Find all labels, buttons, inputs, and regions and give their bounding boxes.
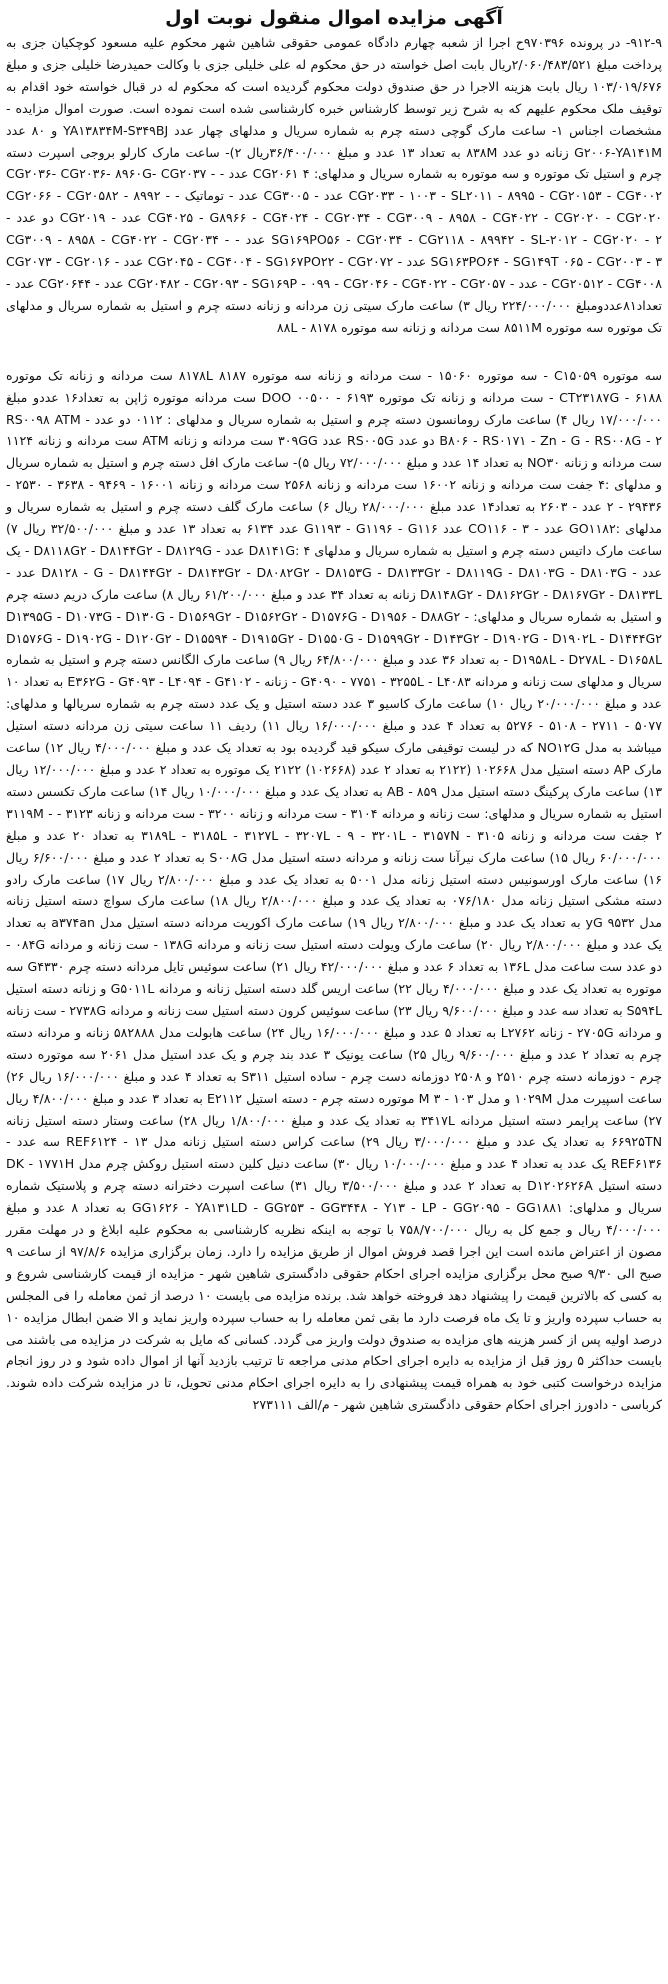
notice-paragraph-1: ۹۱۲-۹- در پرونده ۹۷۰۳۹۶ح اجرا از شعبه چهارم دادگاه عمومی حقوقی شاهین شهر محکوم علیه مسعود کوچکیان جزی به پرداخت مبلغ ۲/۰۶۰/۴۸۳/۵۲۱ریال بابت اصل خواسته در حق محکوم له علی خلیلی جزی با وکالت حمیدرضا خلیلی جزی و مبلغ ۱۰۳/۰۱۹/۶۷۶ ریال بابت هزینه الاجرا در حق صندوق دولت محکوم گردیده است که محکوم له در قبال خواسته خود اقدام به توقیف ملک محکوم علیهم که به شرح زیر توسط کارشناس خبره کارشناسی شده است نموده است. صورت اموال مزایده - مشخصات اجناس ۱- ساعت مارک گوچی دسته چرم به شماره سریال و مدلهای چهار عدد YA۱۳۸۳۴M-S۳۴۹BJ و ۸۰ عدد G۲۰۰۶-YA۱۴۱M زنانه دو عدد ۸۳۸M به تعداد ۱۳ عدد و مبلغ ۳۶/۴۰۰/۰۰۰ریال ۲)- ساعت مارک کارلو بروجی اسپرت دسته چرم و استیل تک موتوره و سه موتوره به شماره سریال و مدلهای: CG۲۰۶۱ ۴ عدد - CG۲۰۳۶- CG۲۰۳۶- ۸۹۶۰G- CG۲۰۳۷ - CG۲۰۳۳ - ۱۰۰۳ - SL۲۰۱۱ - ۸۹۹۵ - CG۲۰۱۵۳ - CG۴۰۰۲ عدد - CG۳۰۰۵ عدد - توماتیک - CG۲۰۶۶ - CG۲۰۵۸۲ - ۸۹۹۲ - CG۴۰۲۵ - G۸۹۶۶ - CG۴۰۲۴ - CG۲۰۳۴ - CG۳۰۰۹ - ۸۹۵۸ - CG۴۰۲۲ - CG۲۰۲۰ - CG۲۰۲۰ عدد - CG۲۰۱۹ دو عدد - SG۱۶۹PO۵۶ - CG۲۰۳۴ - CG۲۱۱۸ - ۸۹۹۴۲ - SL-۲۰۱۲ - CG۲۰۲۰ - ۲ عدد - CG۳۰۰۹ - ۸۹۵۸ - CG۴۰۲۲ - CG۲۰۳۴ - SG۱۶۳PO۶۴ - SG۱۴۹T ۰۶۵ - CG۲۰۰۳ - ۳ عدد - CG۲۰۴۵ - CG۴۰۰۴ - SG۱۶۷PO۲۲ - CG۲۰۷۲ عدد - CG۲۰۷۳ - CG۲۰۱۶ - CG۲۰۵۱۲ - CG۴۰۰۸ عدد - CG۲۰۴۸۲ - CG۲۰۹۳ - SG۱۶۹P - ۰۹۹ - CG۲۰۴۶ - CG۴۰۲۲ - CG۲۰۵۷ عدد - CG۲۰۶۴۴ عدد - تعداد۸۱عددومبلغ ۲۲۴/۰۰۰/۰۰۰ ریال ۳) ساعت مارک سیتی زن مردانه و زنانه دسته چرم و استیل به شماره سریال و مدلهای تک موتوره سه موتوره ۸۵۱۱M ست مردانه و زنانه سه موتوره ۸۱۷۸ - ۸۸L	[6, 35, 663, 335]
column-gap	[6, 339, 662, 365]
notice-paragraph-2: سه موتوره C۱۵۰۵۹ - سه موتوره ۱۵۰۶۰ - ست مردانه و زنانه سه موتوره ۸۱۷۸L ۸۱۸۷ ست مردانه و زنانه تک موتوره CT۲۳۱۸۷G - ۶۱۸۸ - ست مردانه و زنانه تک موتوره DOO ۰۰۵۰۰ - ۶۱۹۳ ست مردانه موتوره ژاپن به تعداد۱۶ عددو مبلغ ۱۷/۰۰۰/۰۰۰ ریال ۴) ساعت مارک رومانسون دسته چرم و استیل به شماره سریال و مدلهای : ۰۱۱۲ دو عدد RS۰۰۹۸ ATM - B۸۰۶ - RS۰۱۷۱ - Zn - G - RS۰۰۸G - ۲ دو عدد RS۰۰۵G عدد ۳۰۹GG ست مردانه و زنانه ATM ست مردانه و زنانه ۱۱۲۴ ست مردانه و زنانه NO۳۰ به تعداد ۱۴ عدد و مبلغ ۷۲/۰۰۰/۰۰۰ ریال ۵)- ساعت مارک افل دسته چرم و استیل به شماره سریال و مدلهای :۴ جفت ست مردانه و زنانه ۱۶۰۰۲ ست مردانه و زنانه ۲۵۶۸ ست مردانه و زنانه ۱۶۰۰۱ - ۹۴۶۹ - ۳۶۳۸ - ۲۵۳۰ - ۲۹۴۳۶ - ۲ عدد - ۲۶۰۳ به تعداد۱۴ عدد مبلغ ۲۸/۰۰۰/۰۰۰ ریال ۶) ساعت مارک گلف دسته چرم و استیل به شماره سریال و مدلهای :GO۱۱۸۲ عدد - CO۱۱۶ - ۳ عدد G۱۱۹۳ - G۱۱۹۶ - G۱۱۶ عدد ۶۱۳۴ به تعداد ۱۳ عدد و مبلغ ۳۲/۵۰۰/۰۰۰ ریال ۷) ساعت مارک داتیس دسته چرم و استیل به شماره سریال و مدلهای D۸۱۴۱G: ۴ عدد - D۸۱۱۸G۲ - D۸۱۴۴G۲ - D۸۱۲۹G - یک عدد - D۸۱۲۸ - G - D۸۱۴۴G۲ - D۸۱۴۳G۲ - D۸۰۸۲G۲ - D۸۱۵۳G - D۸۱۳۳G۲ - D۸۱۱۹G - D۸۱۰۳G - D۸۱۰۳G عدد - D۸۱۴۸G۲ - D۸۱۶۲G۲ - D۸۱۶۷G۲ - D۸۱۳۳L زنانه به تعداد ۳۴ عدد و مبلغ ۶۱/۲۰۰/۰۰۰ ریال ۸) ساعت مارک دریم دسته چرم و استیل به شماره سریال و مدلهای: D۱۳۹۵G - D۱۰۷۳G - D۱۳۰G - D۱۵۶۹G۲ - D۱۵۶۲G۲ - D۱۵۷۶G - D۱۹۵۶ - D۸۸G۲ - D۱۵۷۶G - D۱۹۰۲G - D۱۲۰G۲ - D۱۵۵۹۴ - D۱۹۱۵G۲ - D۱۵۵۰G - D۱۵۹۹G۲ - D۱۴۳G۲ - D۱۹۰۲G - D۱۹۰۲L - D۱۴۴۴G۲ - D۱۹۵۸L - D۲۷۸L - D۱۶۵۸L به تعداد ۳۶ عدد و مبلغ ۶۴/۸۰۰/۰۰۰ ریال ۹) ساعت مارک الگانس دسته چرم و استیل به شماره سریال و مدلهای ست زنانه و مردانه G۴۰۹۰ - ۷۷۵۱ - ۳۲۵۵L - L۴۰۸۳ - زنانه - E۳۶۲G - G۴۰۹۳ - L۴۰۹۴ - G۴۱۰۲ به تعداد ۱۰ عدد و مبلغ ۲۰/۰۰۰/۰۰۰ ریال ۱۰) ساعت مارک کاسیو ۳ عدد دسته استیل و یک عدد دسته چرم به شماره سریالها و مدلهای: ۵۰۷۷ - ۲۷۱۱ - ۵۱۰۸ - ۵۲۷۶ به تعداد ۴ عدد و مبلغ ۱۶/۰۰۰/۰۰۰ ریال ۱۱) ردیف ۱۱ ساعت سیتی زن مردانه دسته استیل میباشد به مدل NO۱۲G که در لیست توقیفی مارک سیکو قید گردیده بود به تعداد یک عدد و مبلغ ۴/۰۰۰/۰۰۰ ریال ۱۲) ساعت مارک AP دسته استیل مدل ۱۰۲۶۶۸ (۲۱۲۲ به تعداد ۲ عدد (۱۰۲۶۶۸) ۲۱۲۲ یک موتوره به تعداد ۲ عدد و مبلغ ۱۲/۰۰۰/۰۰۰ ریال ۱۳) ساعت مارک پرکینگ دسته استیل مدل AB - ۸۵۹ به تعداد یک عدد و مبلغ ۱۰/۰۰۰/۰۰۰ ریال ۱۴) ساعت مارک تکسس دسته استیل به شماره سریال و مدلهای: ست زنانه و مردانه ۳۱۰۴ - ست مردانه و زنانه ۳۲۰۰ - ست مردانه و زنانه ۳۱۲۳ - ۳۱۱۹M - ۲ جفت ست مردانه و زنانه ۳۱۰۵ - ۳۱۸۹L - ۳۱۸۵L - ۳۱۲۷L - ۳۲۰۷L - ۹ - ۳۲۰۱L - ۳۱۵۷N به تعداد ۲۰ عدد و مبلغ ۶۰/۰۰۰/۰۰۰ ریال ۱۵) ساعت مارک نیرآنا ست زنانه و مردانه دسته استیل مدل S۰۰۸G به تعداد ۲ عدد و مبلغ ۶/۶۰۰/۰۰۰ ریال ۱۶) ساعت مارک اورسونیس دسته استیل زنانه مدل ۵۰۰۱ به تعداد یک عدد و مبلغ ۲/۸۰۰/۰۰۰ ریال ۱۷) ساعت مارک رادو دسته مشکی استیل زنانه مدل ۰۷۶/۱۸۰ به تعداد یک عدد و مبلغ ۲/۸۰۰/۰۰۰ ریال ۱۸) ساعت مارک سواچ دسته استیل زنانه مدل ۹۵۳۲ yG به تعداد یک عدد و مبلغ ۲/۸۰۰/۰۰۰ ریال ۱۹) ساعت مارک اکوریت مردانه دسته استیل مدل a۳۷۴an به تعداد یک عدد و مبلغ ۲/۸۰۰/۰۰۰ ریال ۲۰) ساعت مارک ویولت دسته استیل ست زنانه و مردانه ۱۳۸G - ست زنانه و مردانه ۰۸۴G - دو عدد ست ساعت مدل ۱۳۶L به تعداد ۶ عدد و مبلغ ۴۲/۰۰۰/۰۰۰ ریال ۲۱) ساعت سوئیس تایل مردانه دسته چرم G۴۳۳۰ سه موتوره به تعداد یک عدد و مبلغ ۴/۰۰۰/۰۰۰ ریال ۲۲) ساعت اریس گلد دسته استیل زنانه و مردانه G۵۰۱۱L و زنانه دسته استیل S۵۹۴L به تعداد سه عدد و مبلغ ۹/۶۰۰/۰۰۰ ریال ۲۳) ساعت سوئیس کرون دسته استیل ست زنانه و مردانه ۲۷۳۸G - ست زنانه و مردانه ۲۷۰۵G - زنانه L۲۷۶۲ به تعداد ۵ عدد و مبلغ ۱۶/۰۰۰/۰۰۰ ریال ۲۴) ساعت هابولت مدل ۵۸۲۸۸۸ زنانه و مردانه دسته چرم به تعداد ۲ عدد و مبلغ ۹/۶۰۰/۰۰۰ ریال ۲۵) ساعت یونیک ۳ عدد بند چرم و یک عدد استیل مدل ۲۰۶۱ سه موتوره دسته چرم - دوزمانه دسته چرم ۲۵۱۰ و ۲۵۰۸ دوزمانه دست چرم - ساده استیل S۳۱۱ به تعداد ۴ عدد و مبلغ ۱۶/۰۰۰/۰۰۰ ریال ۲۶) ساعت اسپیرت مدل ۱۰۲۹M و مدل ۱۰۳ - M ۳ موتوره دسته چرم - دسته استیل E۲۱۱۲ به تعداد ۳ عدد و مبلغ ۴/۸۰۰/۰۰۰ ریال ۲۷) ساعت پرایمر دسته استیل مردانه ۳۴۱۷L به تعداد یک عدد و مبلغ ۱/۸۰۰/۰۰۰ ریال ۲۸) ساعت وستار دسته استیل زنانه ۶۶۹۲۵TN به تعداد یک عدد و مبلغ ۳/۰۰۰/۰۰۰ ریال ۲۹) ساعت کراس دسته استیل زنانه مدل REF۶۱۲۴ - ۱۳ سه عدد - REF۶۱۳۶ یک عدد به تعداد ۴ عدد و مبلغ ۱۰/۰۰۰/۰۰۰ ریال ۳۰) ساعت دنیل کلین دسته استیل روکش چرم مدل DK - ۱۷۷۱H دسته استیل D۱۲۰۲۶۲۶A به تعداد ۲ عدد و مبلغ ۳/۵۰۰/۰۰۰ ریال ۳۱) ساعت اسپرت دخترانه دسته چرم و پلاستیک شماره سریال و مدلهای: GG۱۶۲۶ - YA۱۳۱LD - GG۲۵۳ - GG۳۴۴۸ - Y۱۳ - LP - GG۲۰۹۵ - GG۱۸۸۱ به تعداد ۸ عدد و مبلغ ۴/۰۰۰/۰۰۰ ریال و جمع کل به ریال ۷۵۸/۷۰۰/۰۰۰ با توجه به اینکه نظریه کارشناسی به محکوم علیه ابلاغ و در مهلت مقرر مصون از اعتراض مانده است این اجرا قصد فروش اموال از طریق مزایده را دارد. زمان برگزاری مزایده ۹۷/۸/۶ از ساعت ۹ صبح الی ۹/۳۰ صبح محل برگزاری مزایده اجرای احکام حقوقی دادگستری شاهین شهر - مزایده از قیمت کارشناسی شروع و به کسی که بالاترین قیمت را پیشنهاد دهد فروخته خواهد شد. برنده مزایده می بایست ۱۰ درصد از ثمن معامله را فی المجلس به حساب سپرده واریز و تا یک ماه فرصت دارد ما بقی ثمن معامله را به حساب سپرده واریز نماید و الا ضمن ابطال مزایده ۱۰ درصد اولیه پس از کسر هزینه های مزایده به صندوق دولت واریز می گردد. کسانی که مایل به شرکت در مزایده می باشند می بایست حداکثر ۵ روز قبل از مزایده به دایره اجرای احکام مدنی مراجعه تا ترتیب بازدید آنها از اموال داده شود و در روز انجام مزایده درخواست کتبی خود به همراه قیمت پیشنهادی را به دایره اجرای احکام مدنی تحویل، تا در مزایده شرکت داده شوند. کرباسی - دادورز اجرای احکام حقوقی دادگستری شاهین شهر - م/الف ۲۷۳۱۱۱	[6, 367, 663, 1413]
notice-title: آگهی مزایده اموال منقول نوبت اول	[165, 7, 503, 29]
